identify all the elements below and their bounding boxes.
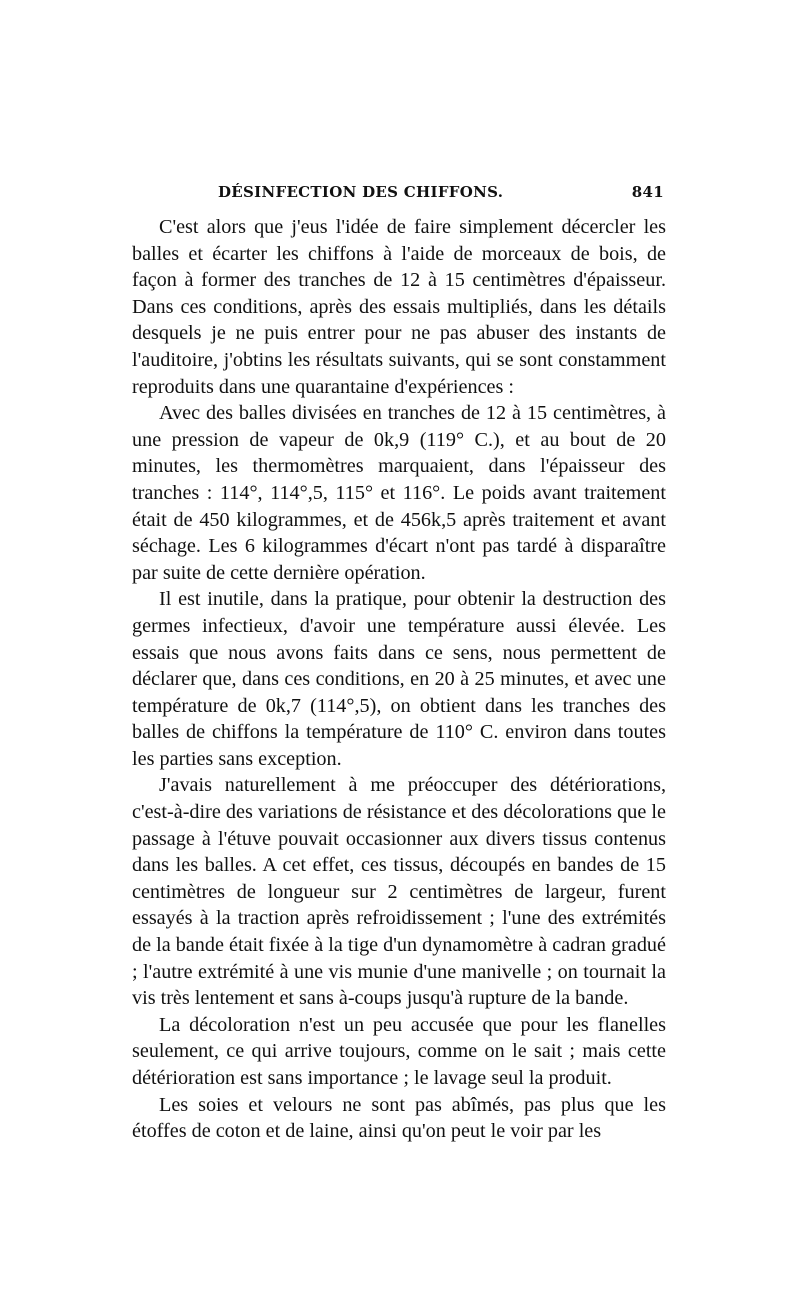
running-head xyxy=(132,183,664,207)
paragraph: La décoloration n'est un peu accusée que pour les flanelles seulement, ce qui arrive toujours, comme on le sait ; mais cette détérioration est sans importance ; le lavage seul la produit. xyxy=(132,1013,666,1089)
paragraph: Les soies et velours ne sont pas abîmés, pas plus que les étoffes de coton et de laine, ainsi qu'on peut le voir par les xyxy=(132,1093,666,1143)
running-title: DÉSINFECTION DES CHIFFONS. xyxy=(218,183,504,201)
paragraph: Il est inutile, dans la pratique, pour obtenir la destruction des germes infectieux, d'avoir une température aussi élevée. Les essais que nous avons faits dans ce sens, nous permettent de déclarer que, dans ces conditions, en 20 à 25 minutes, et avec une température de 0k,7 (114°,5), on obtient dans les tranches des balles de chiffons la température de 110° C. environ dans toutes les parties sans exception. xyxy=(132,588,666,770)
paragraph: C'est alors que j'eus l'idée de faire simplement décercler les balles et écarter les chiffons à l'aide de morceaux de bois, de façon à former des tranches de 12 à 15 centimètres d'épaisseur. Dans ces conditions, après des essais multipliés, dans les détails desquels je ne puis entrer pour ne pas abuser des instants de l'auditoire, j'obtins les résultats suivants, qui se sont constamment reproduits dans une quarantaine d'expériences : xyxy=(132,216,666,398)
page-number: 841 xyxy=(631,183,664,201)
paragraph: J'avais naturellement à me préoccuper des détériorations, c'est-à-dire des variations de résistance et des décolorations que le passage à l'étuve pouvait occasionner aux divers tissus contenus dans les balles. A cet effet, ces tissus, découpés en bandes de 15 centimètres de longueur sur 2 centimètres de largeur, furent essayés à la traction après refroidissement ; l'une des extrémités de la bande était fixée à la tige d'un dynamomètre à cadran gradué ; l'autre extrémité à une vis munie d'une manivelle ; on tournait la vis très lentement et sans à-coups jusqu'à rupture de la bande. xyxy=(132,774,666,1010)
body-text xyxy=(132,214,666,1145)
paragraph: Avec des balles divisées en tranches de 12 à 15 centimètres, à une pression de vapeur de 0k,9 (119° C.), et au bout de 20 minutes, les thermomètres marquaient, dans l'épaisseur des tranches : 114°, 114°,5, 115° et 116°. Le poids avant traitement était de 450 kilogrammes, et de 456k,5 après traitement et avant séchage. Les 6 kilogrammes d'écart n'ont pas tardé à disparaître par suite de cette dernière opération. xyxy=(132,402,666,584)
